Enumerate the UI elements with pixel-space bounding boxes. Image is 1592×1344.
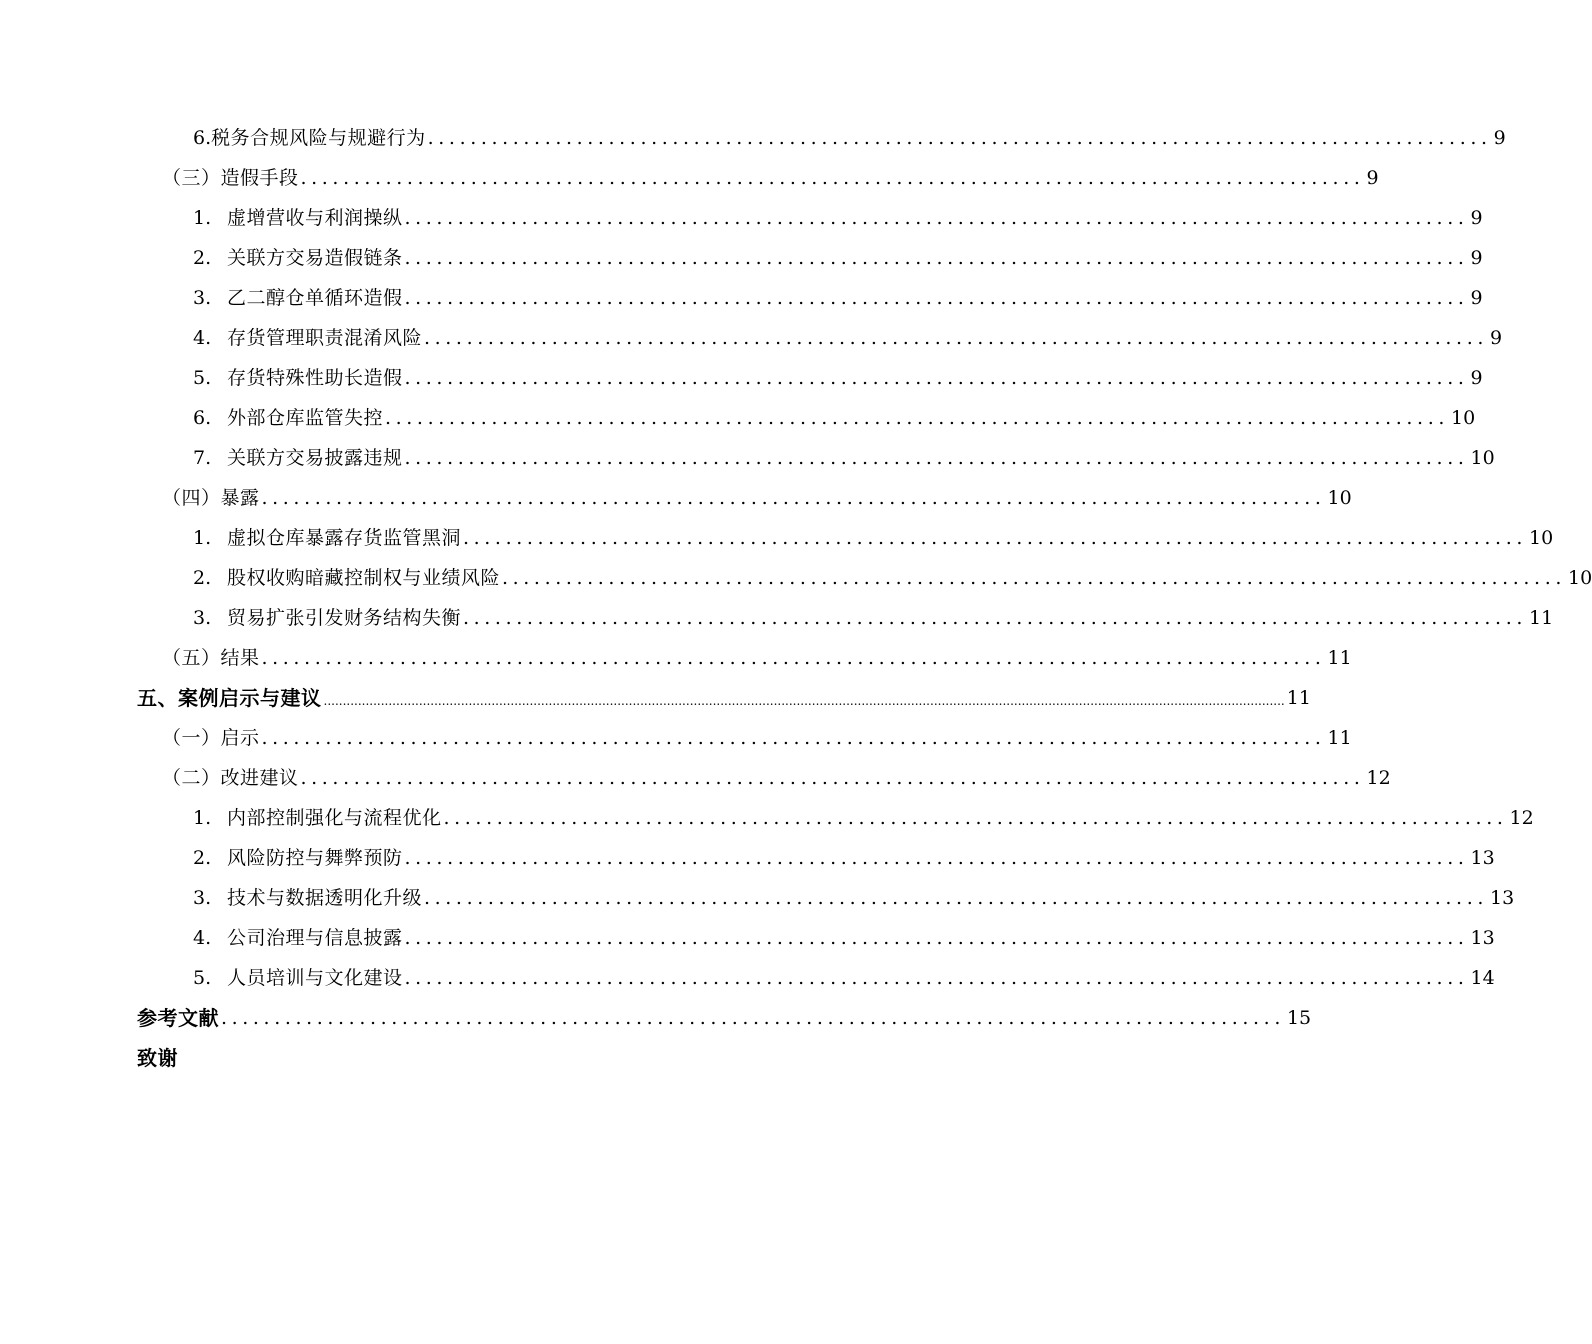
toc-entry-page: 9 (1489, 327, 1503, 349)
toc-entry[interactable] (0, 198, 1483, 238)
toc-entry[interactable] (0, 238, 1483, 278)
toc-leader-dots: .................................................................................................... (463, 527, 1527, 549)
toc-entry[interactable] (0, 518, 1554, 558)
toc-entry[interactable] (0, 998, 1312, 1038)
toc-entry-title: 致谢 (137, 1046, 178, 1070)
toc-entry-title: 关联方交易披露违规 (227, 447, 403, 469)
toc-entry-number: 1. (193, 207, 212, 229)
toc-entry[interactable] (0, 398, 1476, 438)
toc-entry-page: 10 (1450, 407, 1476, 429)
toc-entry-number: 5. (193, 367, 212, 389)
toc-entry-page: 13 (1489, 887, 1515, 909)
toc-entry-page: 11 (1327, 727, 1352, 749)
toc-entry-number: 6. (193, 127, 212, 149)
toc-entry-title: 贸易扩张引发财务结构失衡 (227, 607, 462, 629)
toc-entry-title: 虚拟仓库暴露存货监管黑洞 (227, 527, 462, 549)
toc-entry-number: 4. (193, 927, 212, 949)
toc-leader-dots: .................................................................................................... (385, 407, 1449, 429)
toc-entry[interactable] (0, 918, 1495, 958)
toc-entry-title: （四）暴露 (162, 487, 260, 509)
toc-entry-number: 3. (193, 887, 212, 909)
toc-leader-dots: .................................................................................................... (404, 447, 1469, 469)
toc-entry-page: 10 (1528, 527, 1554, 549)
toc-entry-title: （二）改进建议 (162, 767, 299, 789)
toc-entry[interactable] (0, 318, 1503, 358)
toc-entry[interactable] (0, 878, 1515, 918)
toc-entry[interactable] (0, 478, 1352, 518)
toc-entry-number: 2. (193, 247, 212, 269)
toc-entry-title: 风险防控与舞弊预防 (227, 847, 403, 869)
toc-entry-number: 2. (193, 567, 212, 589)
toc-entry-page: 12 (1366, 767, 1391, 789)
toc-leader-dots: .................................................................................................... (300, 167, 1365, 189)
toc-entry[interactable] (0, 838, 1495, 878)
toc-entry[interactable] (0, 1038, 950, 1078)
toc-entry-page: 9 (1470, 367, 1483, 389)
toc-entry-page: 9 (1366, 167, 1379, 189)
toc-entry-number: 1. (193, 807, 212, 829)
toc-entry-page: 12 (1509, 807, 1534, 829)
table-of-contents (0, 118, 1592, 1078)
toc-entry-page: 9 (1470, 247, 1483, 269)
toc-entry-number: 2. (193, 847, 212, 869)
toc-leader-dots: ............................................................................................................................................................................................................................................................ (323, 694, 1285, 708)
toc-leader-dots: .................................................................................................... (404, 967, 1469, 989)
toc-entry[interactable] (0, 558, 1592, 598)
toc-entry[interactable] (0, 358, 1483, 398)
toc-entry-title: 参考文献 (137, 1006, 219, 1030)
toc-entry-page: 14 (1470, 967, 1495, 989)
toc-entry-page: 10 (1327, 487, 1352, 509)
toc-entry[interactable] (0, 718, 1352, 758)
toc-entry-page: 9 (1470, 207, 1483, 229)
toc-entry-title: 关联方交易造假链条 (227, 247, 403, 269)
toc-leader-dots: .................................................................................................... (300, 767, 1365, 789)
toc-entry-page: 11 (1528, 607, 1554, 629)
toc-entry-page: 13 (1470, 847, 1495, 869)
toc-entry-title: 存货特殊性助长造假 (227, 367, 403, 389)
toc-entry[interactable] (0, 158, 1379, 198)
toc-entry[interactable] (0, 438, 1495, 478)
toc-entry-number: 7. (193, 447, 212, 469)
toc-entry-title: 税务合规风险与规避行为 (211, 127, 426, 149)
toc-entry-page: 11 (1286, 687, 1311, 709)
toc-leader-dots: .................................................................................................... (427, 127, 1492, 149)
toc-entry-number: 4. (193, 327, 212, 349)
toc-entry-title: 技术与数据透明化升级 (227, 887, 423, 909)
toc-entry[interactable] (0, 958, 1495, 998)
toc-entry-page: 11 (1327, 647, 1352, 669)
toc-entry-page: 13 (1470, 927, 1495, 949)
toc-leader-dots: .................................................................................................... (424, 327, 1488, 349)
toc-leader-dots: .................................................................................................... (424, 887, 1488, 909)
toc-leader-dots: .................................................................................................... (404, 247, 1469, 269)
toc-entry[interactable] (0, 758, 1391, 798)
toc-entry-number: 6. (193, 407, 212, 429)
toc-entry-title: 五、案例启示与建议 (137, 686, 322, 710)
toc-entry-title: 存货管理职责混淆风险 (227, 327, 423, 349)
toc-leader-dots: .................................................................................................... (404, 367, 1469, 389)
toc-entry-number: 3. (193, 607, 212, 629)
toc-leader-dots: .................................................................................................... (502, 567, 1566, 589)
toc-leader-dots: .................................................................................................... (404, 207, 1469, 229)
toc-leader-dots: .................................................................................................... (463, 607, 1527, 629)
toc-entry-title: 人员培训与文化建设 (227, 967, 403, 989)
toc-entry-title: 股权收购暗藏控制权与业绩风险 (227, 567, 501, 589)
toc-entry-page: 10 (1470, 447, 1495, 469)
toc-entry[interactable] (0, 678, 1311, 718)
toc-entry[interactable] (0, 118, 1506, 158)
toc-entry[interactable] (0, 598, 1554, 638)
toc-entry-page: 10 (1567, 567, 1592, 589)
toc-entry-title: （五）结果 (162, 647, 260, 669)
toc-leader-dots: .................................................................................................... (221, 1007, 1285, 1029)
toc-entry-title: 公司治理与信息披露 (227, 927, 403, 949)
toc-entry-number: 1. (193, 527, 212, 549)
toc-entry[interactable] (0, 798, 1534, 838)
toc-leader-dots: .................................................................................................... (404, 927, 1469, 949)
toc-entry[interactable] (0, 638, 1352, 678)
toc-entry-page: 9 (1493, 127, 1506, 149)
toc-entry-title: 内部控制强化与流程优化 (227, 807, 442, 829)
toc-entry-title: 乙二醇仓单循环造假 (227, 287, 403, 309)
toc-leader-dots: .................................................................................................... (261, 647, 1326, 669)
toc-leader-dots: .................................................................................................... (261, 487, 1326, 509)
toc-entry-title: 虚增营收与利润操纵 (227, 207, 403, 229)
toc-leader-dots: .................................................................................................... (404, 287, 1469, 309)
toc-entry-title: （三）造假手段 (162, 167, 299, 189)
toc-leader-dots: .................................................................................................... (261, 727, 1326, 749)
toc-leader-dots: .................................................................................................... (404, 847, 1469, 869)
toc-entry-number: 5. (193, 967, 212, 989)
toc-entry-page: 9 (1470, 287, 1483, 309)
toc-entry-title: （一）启示 (162, 727, 260, 749)
toc-entry[interactable] (0, 278, 1483, 318)
toc-entry-page: 15 (1286, 1007, 1312, 1029)
toc-leader-dots: .................................................................................................... (443, 807, 1508, 829)
toc-entry-title: 外部仓库监管失控 (227, 407, 384, 429)
toc-entry-number: 3. (193, 287, 212, 309)
